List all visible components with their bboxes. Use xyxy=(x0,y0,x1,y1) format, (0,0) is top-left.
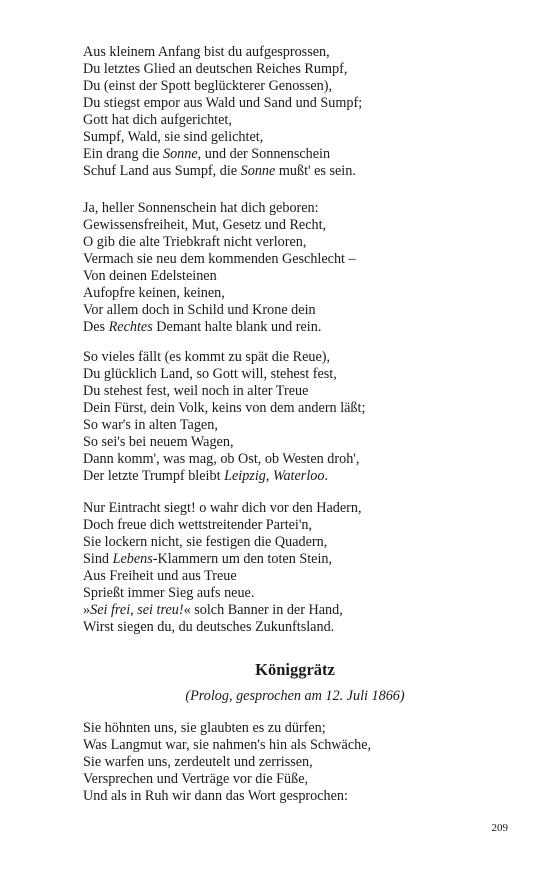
verse-line xyxy=(83,146,483,163)
verse-line xyxy=(83,268,483,285)
verse-line xyxy=(83,771,483,788)
verse-line xyxy=(83,451,483,468)
italic-text: Sonne xyxy=(162,145,198,162)
stanza-4 xyxy=(83,500,483,636)
text-segment: So vieles fällt (es kommt zu spät die Reue), xyxy=(83,349,331,365)
text-segment: Ja, heller Sonnenschein hat dich geboren: xyxy=(83,200,319,216)
verse-line xyxy=(83,129,483,146)
text-segment: Dann komm', was mag, ob Ost, ob Westen droh', xyxy=(83,450,360,467)
italic-text: Lebens xyxy=(112,550,153,567)
verse-line xyxy=(83,366,483,383)
text-segment: Sind xyxy=(83,550,113,567)
verse-line xyxy=(83,78,483,95)
text-segment: Vor allem doch in Schild und Krone dein xyxy=(83,301,316,318)
verse-line xyxy=(83,417,483,434)
text-segment: Gewissensfreiheit, Mut, Gesetz und Recht, xyxy=(83,216,327,233)
italic-text: Sonne xyxy=(240,162,276,179)
verse-line xyxy=(83,251,483,268)
text-segment: Der letzte Trumpf bleibt xyxy=(83,467,225,484)
stanza-1 xyxy=(83,44,483,180)
text-segment: Du glücklich Land, so Gott will, stehest fest, xyxy=(83,365,337,382)
verse-line xyxy=(83,200,483,217)
verse-line xyxy=(83,319,483,336)
verse-line xyxy=(83,468,483,485)
verse-line xyxy=(83,534,483,551)
text-segment: Sie lockern nicht, sie festigen die Quadern, xyxy=(83,533,328,550)
verse-line xyxy=(83,285,483,302)
verse-line xyxy=(83,754,483,771)
italic-text: Sei frei, sei treu! xyxy=(90,601,184,618)
text-segment: Von deinen Edelsteinen xyxy=(83,267,217,284)
italic-text: Leipzig, Waterloo xyxy=(224,467,325,484)
verse-line xyxy=(83,400,483,417)
text-segment: Aufopfre keinen, keinen, xyxy=(83,284,225,301)
verse-line xyxy=(83,517,483,534)
text-segment: Demant halte blank und rein. xyxy=(152,318,322,335)
verse-line xyxy=(83,44,483,61)
text-segment: Du stiegst empor aus Wald und Sand und Sumpf; xyxy=(83,94,363,111)
page-number: 209 xyxy=(491,822,508,834)
verse-line xyxy=(83,568,483,585)
text-segment: Wirst siegen du, du deutsches Zukunftsland. xyxy=(83,618,335,635)
text-segment: Was Langmut war, sie nahmen's hin als Schwäche, xyxy=(83,736,372,753)
verse-line xyxy=(83,737,483,754)
stanza-5 xyxy=(83,720,483,805)
text-segment: « solch Banner in der Hand, xyxy=(183,601,343,618)
text-segment: Aus kleinem Anfang bist du aufgesprossen, xyxy=(83,44,330,60)
text-segment: So sei's bei neuem Wagen, xyxy=(83,433,234,450)
verse-line xyxy=(83,720,483,737)
verse-line xyxy=(83,500,483,517)
text-segment: Du letztes Glied an deutschen Reiches Rumpf, xyxy=(83,60,348,77)
text-segment: Sie warfen uns, zerdeutelt und zerrissen, xyxy=(83,753,313,770)
text-segment: Sumpf, Wald, sie sind gelichtet, xyxy=(83,128,264,145)
verse-line xyxy=(83,95,483,112)
text-segment: -Klammern um den toten Stein, xyxy=(152,550,333,567)
text-segment: Schuf Land aus Sumpf, die xyxy=(83,162,241,179)
verse-line xyxy=(83,434,483,451)
text-segment: mußt' es sein. xyxy=(275,162,356,179)
verse-line xyxy=(83,61,483,78)
text-segment: Nur Eintracht siegt! o wahr dich vor den Hadern, xyxy=(83,500,362,516)
verse-line xyxy=(83,383,483,400)
text-segment: . xyxy=(324,467,328,484)
verse-line xyxy=(83,551,483,568)
text-segment: Sie höhnten uns, sie glaubten es zu dürfen; xyxy=(83,720,326,736)
text-segment: Sprießt immer Sieg aufs neue. xyxy=(83,584,255,601)
poem-title: Königgrätz xyxy=(255,660,335,679)
text-segment: Und als in Ruh wir dann das Wort gesprochen: xyxy=(83,787,348,804)
verse-line xyxy=(83,788,483,805)
verse-line xyxy=(83,602,483,619)
poem-subtitle: (Prolog, gesprochen am 12. Juli 1866) xyxy=(185,688,405,704)
verse-line xyxy=(83,163,483,180)
verse-line xyxy=(83,619,483,636)
text-segment: So war's in alten Tagen, xyxy=(83,416,218,433)
stanza-3 xyxy=(83,349,483,485)
text-segment: » xyxy=(83,601,91,618)
italic-text: Rechtes xyxy=(108,318,153,335)
text-segment: Versprechen und Verträge vor die Füße, xyxy=(83,770,309,787)
text-segment: , und der Sonnenschein xyxy=(197,145,331,162)
text-segment: Du stehest fest, weil noch in alter Treue xyxy=(83,382,309,399)
text-segment: O gib die alte Triebkraft nicht verloren, xyxy=(83,233,307,250)
text-segment: Ein drang die xyxy=(83,145,163,162)
text-segment: Aus Freiheit und aus Treue xyxy=(83,567,237,584)
stanza-2 xyxy=(83,200,483,336)
text-segment: Du (einst der Spott beglückterer Genossen), xyxy=(83,77,333,94)
verse-line xyxy=(83,112,483,129)
text-segment: Gott hat dich aufgerichtet, xyxy=(83,111,232,128)
text-segment: Des xyxy=(83,318,109,335)
verse-line xyxy=(83,234,483,251)
verse-line xyxy=(83,217,483,234)
verse-line xyxy=(83,585,483,602)
verse-line xyxy=(83,302,483,319)
text-segment: Doch freue dich wettstreitender Partei'n, xyxy=(83,516,313,533)
text-segment: Dein Fürst, dein Volk, keins von dem andern läßt; xyxy=(83,399,366,416)
text-segment: Vermach sie neu dem kommenden Geschlecht – xyxy=(83,250,356,267)
verse-line xyxy=(83,349,483,366)
